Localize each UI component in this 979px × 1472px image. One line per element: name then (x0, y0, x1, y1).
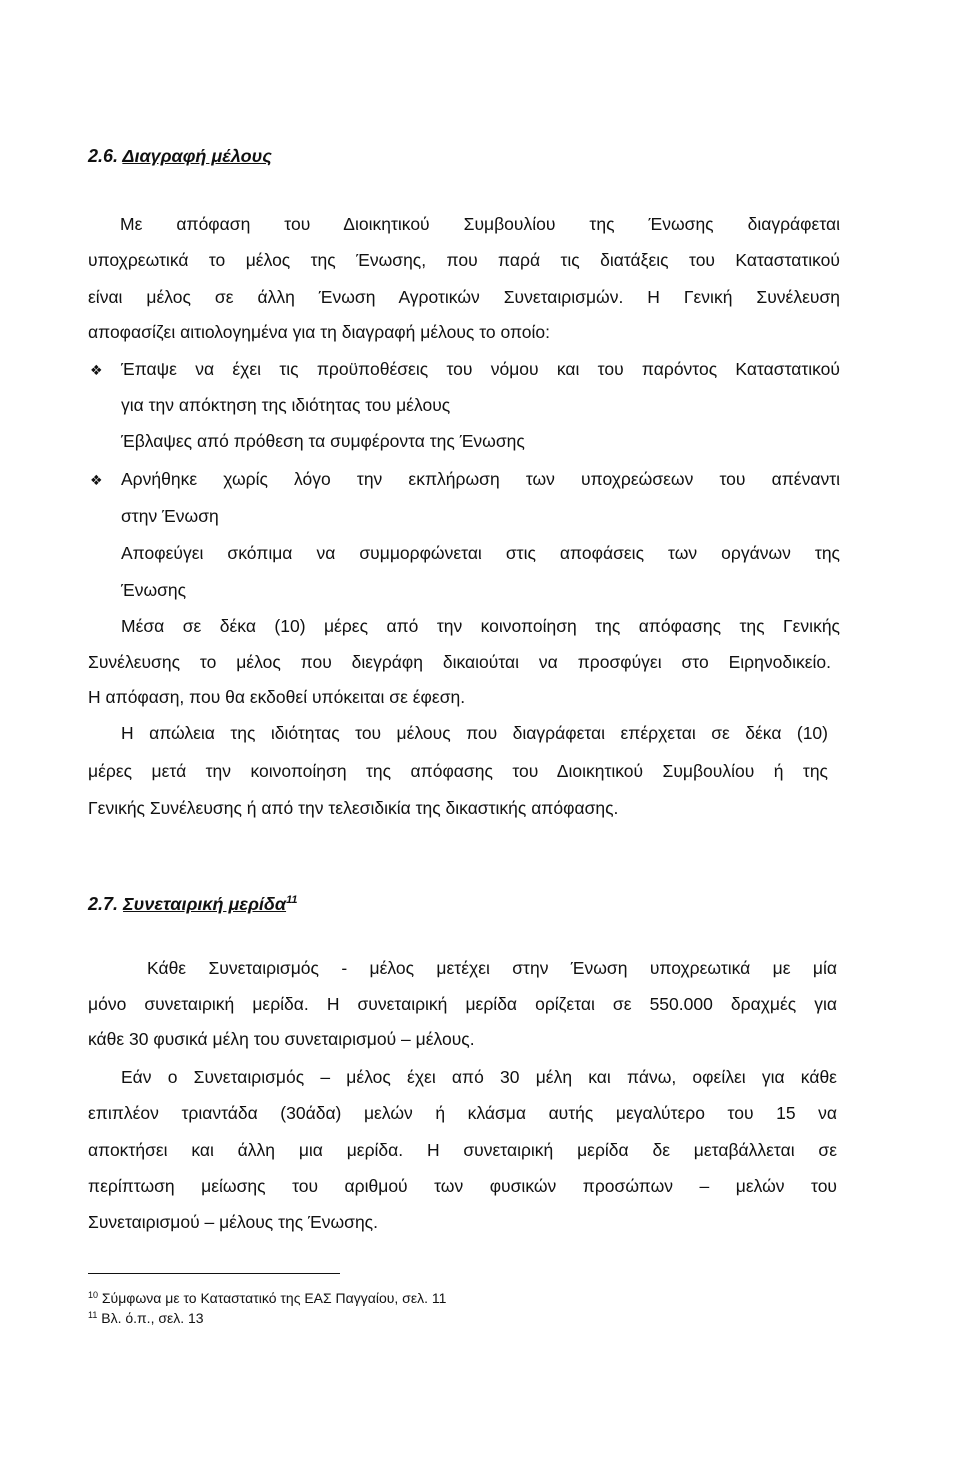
footnote (88, 1286, 446, 1307)
section-2-7-heading (88, 889, 297, 915)
paragraph-line: Συνεταιρισμού – μέλους της Ένωσης. (88, 1212, 378, 1232)
bullet-line: για την απόκτηση της ιδιότητας του μέλους (121, 395, 451, 415)
paragraph-line: Κάθε Συνεταιρισμός - μέλος μετέχει στην Ένωση υποχρεωτικά με μία (147, 958, 837, 978)
paragraph-line: περίπτωση μείωσης του αριθμού των φυσικών προσώπων – μελών του (88, 1176, 837, 1196)
bullet-line: Έπαψε να έχει τις προϋποθέσεις του νόμου και του παρόντος Καταστατικού (121, 359, 840, 379)
footnote (88, 1306, 204, 1327)
paragraph-line: Η απόφαση, που θα εκδοθεί υπόκειται σε έφεση. (88, 687, 466, 707)
paragraph-line: Συνέλευσης το μέλος που διεγράφη δικαιούται να προσφύγει στο Ειρηνοδικείο. (88, 652, 831, 672)
bullet-diamond-icon: ❖ (90, 362, 103, 378)
paragraph-line: Γενικής Συνέλευσης ή από την τελεσιδικία της δικαστικής απόφασης. (88, 798, 619, 818)
section-2-6-heading (88, 145, 272, 167)
footnote-text: Σύμφωνα με το Καταστατικό της ΕΑΣ Παγγαίου, σελ. 11 (101, 1290, 447, 1306)
footnote-separator (88, 1273, 340, 1274)
paragraph-line: αποκτήσει και άλλη μια μερίδα. Η συνεταιρική μερίδα δε μεταβάλλεται σε (88, 1140, 837, 1160)
section-title: Συνεταιρική μερίδα (123, 894, 287, 914)
paragraph-line: κάθε 30 φυσικά μέλη του συνεταιρισμού – μέλους. (88, 1029, 475, 1049)
paragraph-line: αποφασίζει αιτιολογημένα για τη διαγραφή μέλους το οποίο: (88, 322, 551, 342)
bullet-line: Αποφεύγει σκόπιμα να συμμορφώνεται στις αποφάσεις των οργάνων της (121, 543, 840, 563)
footnote-number: 11 (88, 1310, 98, 1320)
paragraph-line: μέρες μετά την κοινοποίηση της απόφασης του Διοικητικού Συμβουλίου ή της (88, 761, 828, 781)
paragraph-line: επιπλέον τριαντάδα (30άδα) μελών ή κλάσμα αυτής μεγαλύτερο του 15 να (88, 1103, 837, 1123)
paragraph-line: Μέσα σε δέκα (10) μέρες από την κοινοποίηση της απόφασης της Γενικής (121, 616, 840, 636)
section-number: 2.6. (88, 146, 119, 166)
bullet-line: Έβλαψες από πρόθεση τα συμφέροντα της Ένωσης (121, 431, 525, 451)
section-title: Διαγραφή μέλους (122, 146, 272, 166)
footnote-ref: 11 (286, 894, 298, 906)
bullet-diamond-icon: ❖ (90, 472, 103, 488)
paragraph-line: είναι μέλος σε άλλη Ένωση Αγροτικών Συνεταιρισμών. Η Γενική Συνέλευση (88, 287, 840, 307)
footnote-text: Βλ. ό.π., σελ. 13 (101, 1310, 204, 1326)
paragraph-line: υποχρεωτικά το μέλος της Ένωσης, που παρά τις διατάξεις του Καταστατικού (88, 250, 840, 270)
section-number: 2.7. (88, 894, 119, 914)
bullet-line: Ένωσης (121, 580, 187, 600)
paragraph-line: μόνο συνεταιρική μερίδα. Η συνεταιρική μερίδα ορίζεται σε 550.000 δραχμές για (88, 994, 837, 1014)
paragraph-line: Η απώλεια της ιδιότητας του μέλους που διαγράφεται επέρχεται σε δέκα (10) (121, 723, 828, 743)
paragraph-line: Με απόφαση του Διοικητικού Συμβουλίου της Ένωσης διαγράφεται (120, 214, 840, 234)
bullet-line: στην Ένωση (121, 506, 219, 526)
bullet-line: Αρνήθηκε χωρίς λόγο την εκπλήρωση των υποχρεώσεων του απέναντι (121, 469, 840, 489)
footnote-number: 10 (88, 1290, 99, 1300)
paragraph-line: Εάν ο Συνεταιρισμός – μέλος έχει από 30 μέλη και πάνω, οφείλει για κάθε (121, 1067, 837, 1087)
